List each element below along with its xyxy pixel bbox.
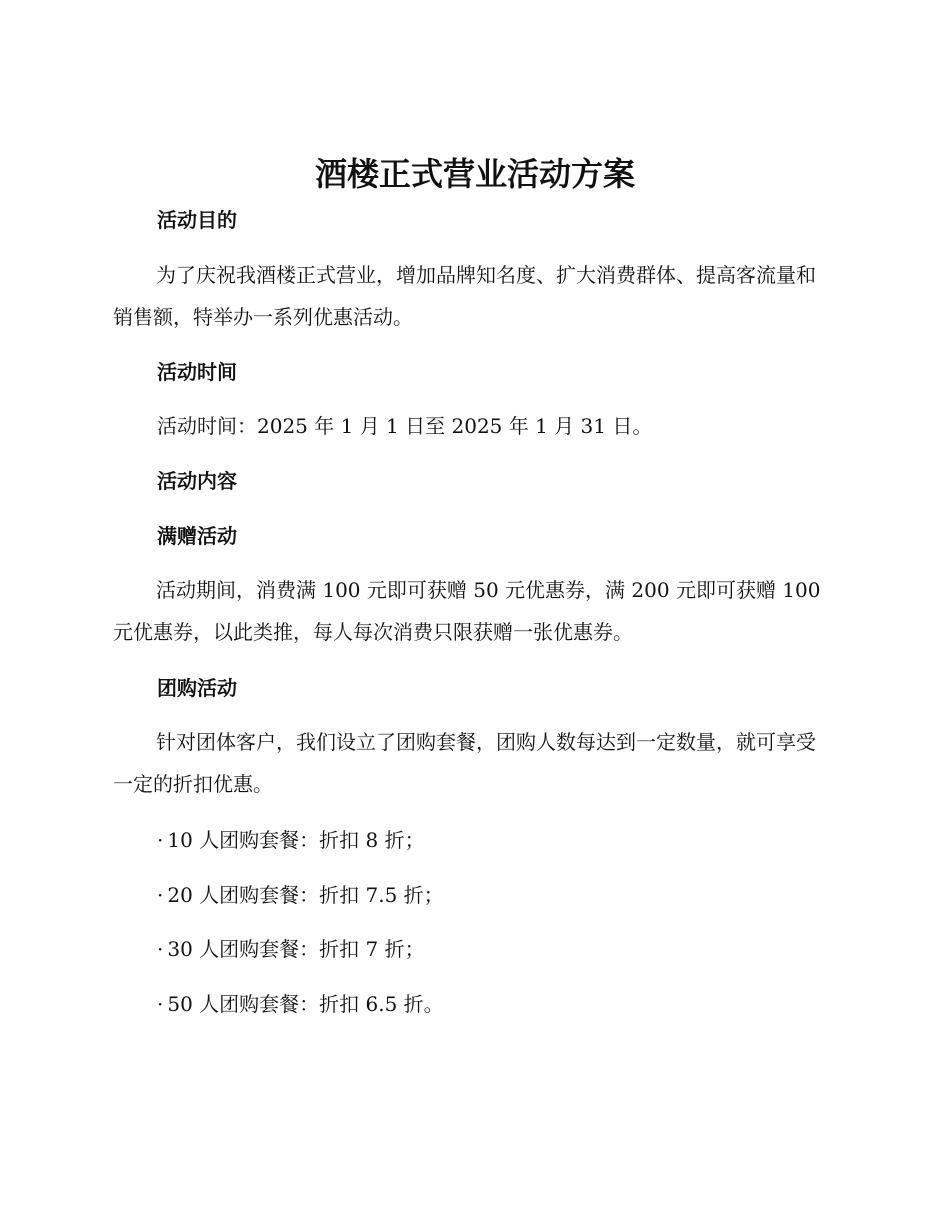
group-package-item: [157, 989, 444, 1019]
section-heading-group: 团购活动: [157, 676, 237, 700]
bullet-icon: ·: [157, 937, 164, 961]
time-paragraph: 活动时间：2025 年 1 月 1 日至 2025 年 1 月 31 日。: [157, 414, 653, 438]
group-package-text: 30 人团购套餐：折扣 7 折；: [167, 937, 425, 961]
bullet-icon: ·: [157, 883, 164, 907]
gift-paragraph: 活动期间，消费满 100 元即可获赠 50 元优惠券，满 200 元即可获赠 100 元优惠券，以此类推，每人每次消费只限获赠一张优惠券。: [113, 578, 821, 644]
group-package-text: 20 人团购套餐：折扣 7.5 折；: [167, 883, 444, 907]
bullet-icon: ·: [157, 992, 164, 1016]
section-heading-purpose: 活动目的: [157, 208, 237, 232]
section-heading-content: 活动内容: [157, 469, 237, 493]
group-package-text: 50 人团购套餐：折扣 6.5 折。: [167, 992, 444, 1016]
purpose-paragraph: 为了庆祝我酒楼正式营业，增加品牌知名度、扩大消费群体、提高客流量和销售额，特举办一系列优惠活动。: [113, 263, 816, 329]
bullet-icon: ·: [157, 828, 164, 852]
group-package-item: [157, 825, 425, 855]
group-package-item: [157, 880, 444, 910]
section-heading-time: 活动时间: [157, 360, 237, 384]
document-title: 酒楼正式营业活动方案: [314, 155, 635, 193]
section-heading-gift: 满赠活动: [157, 524, 237, 548]
group-package-text: 10 人团购套餐：折扣 8 折；: [167, 828, 425, 852]
group-paragraph: 针对团体客户，我们设立了团购套餐，团购人数每达到一定数量，就可享受一定的折扣优惠。: [113, 730, 816, 796]
group-package-item: [157, 934, 425, 964]
